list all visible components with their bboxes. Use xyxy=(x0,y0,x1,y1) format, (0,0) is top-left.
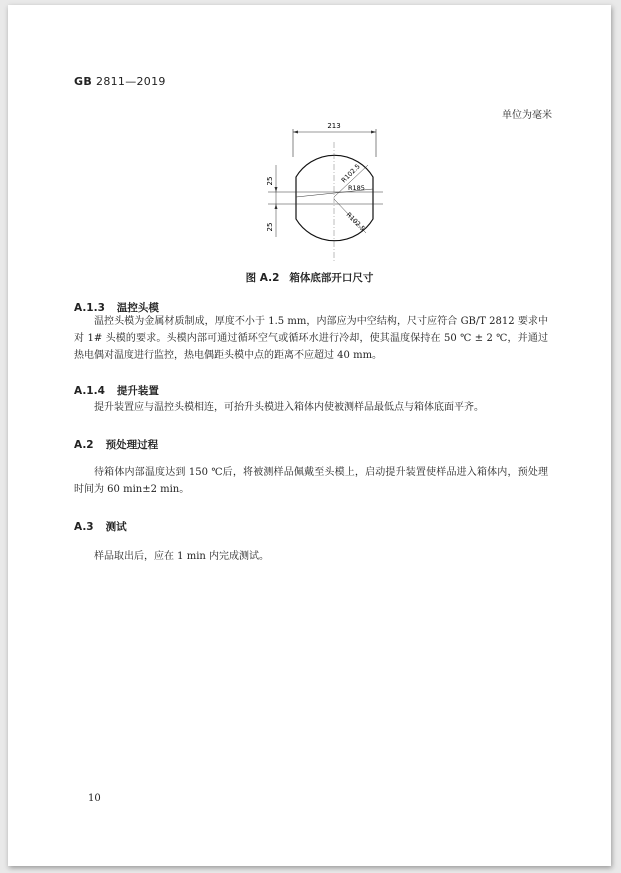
section-heading-a14: A.1.4 提升装置 xyxy=(74,385,159,397)
radius-top-label: R102.5 xyxy=(339,162,362,185)
page-number: 10 xyxy=(88,793,101,804)
section-heading-a2: A.2 预处理过程 xyxy=(74,439,159,451)
gap-top-dimension: 25 xyxy=(266,176,274,186)
radius-bottom-label: R102.5 xyxy=(344,210,367,233)
opening-dimension-figure xyxy=(238,117,388,267)
figure-title: 箱体底部开口尺寸 xyxy=(289,272,374,284)
paragraph-pretreatment: 待箱体内部温度达到 150 ℃后，将被测样品佩戴至头模上，启动提升装置使样品进入箱体内，预处理时间为 60 min±2 min。 xyxy=(74,467,548,495)
document-page xyxy=(8,5,611,866)
paragraph-temperature-head: 温控头模为金属材质制成，厚度不小于 1.5 mm，内部应为中空结构，尺寸应符合 GB/T 2812 要求中对 1# 头模的要求。头模内部可通过循环空气或循环水进行冷却，使其温度保持在 50 ℃ ± 2 ℃，并通过热电偶对温度进行监控，热电偶距头模中点的距离不应超过 40 mm。 xyxy=(74,316,548,361)
paragraph-test: 样品取出后，应在 1 min 内完成测试。 xyxy=(94,551,270,562)
unit-note: 单位为毫米 xyxy=(502,110,552,121)
figure-caption xyxy=(8,270,611,285)
standard-code: GB xyxy=(74,75,93,88)
width-dimension: 213 xyxy=(327,122,341,130)
standard-number: 2811—2019 xyxy=(96,75,166,88)
radius-mid-label: R185 xyxy=(348,184,365,192)
figure-number: 图 A.2 xyxy=(245,272,280,284)
standard-header xyxy=(74,75,166,88)
gap-bottom-dimension: 25 xyxy=(266,222,274,232)
section-heading-a3: A.3 测试 xyxy=(74,521,127,533)
section-heading-a13: A.1.3 温控头模 xyxy=(74,302,159,314)
paragraph-lifting-device: 提升装置应与温控头模相连，可抬升头模进入箱体内使被测样品最低点与箱体底面平齐。 xyxy=(94,402,484,413)
